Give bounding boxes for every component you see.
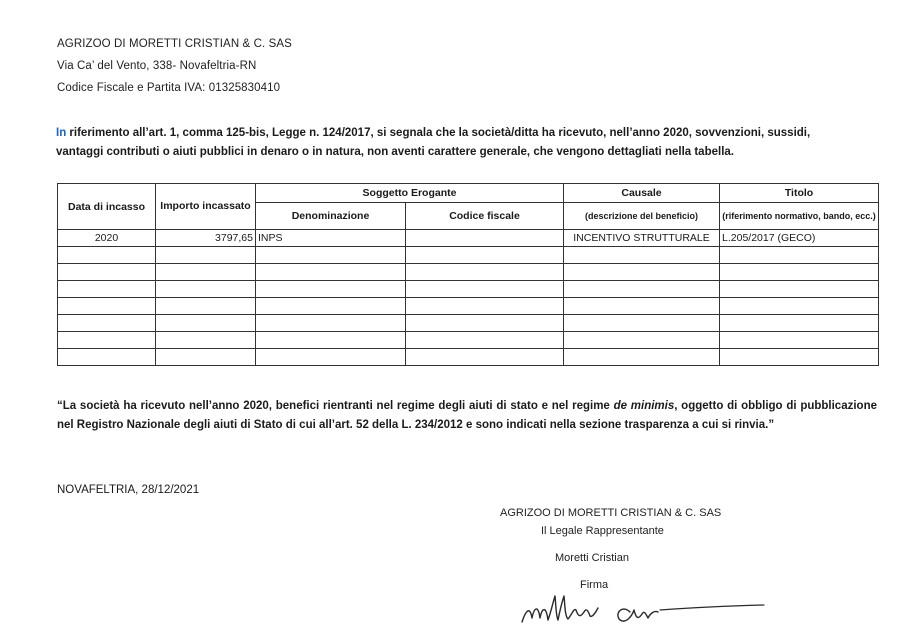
cell-name: INPS bbox=[256, 230, 406, 247]
signature-role: Il Legale Rappresentante bbox=[541, 525, 664, 537]
company-address: Via Ca’ del Vento, 338- Novafeltria-RN bbox=[57, 60, 257, 72]
cell-reason: INCENTIVO STRUTTURALE bbox=[564, 230, 720, 247]
cell-taxcode bbox=[406, 230, 564, 247]
cell-title: L.205/2017 (GECO) bbox=[720, 230, 879, 247]
table-row bbox=[58, 247, 879, 264]
intro-lead: In bbox=[56, 127, 67, 139]
col-header-issuer: Soggetto Erogante bbox=[256, 184, 564, 203]
intro-paragraph bbox=[56, 124, 876, 162]
col-header-reason-sub: (descrizione del beneficio) bbox=[564, 203, 720, 230]
note-part-1: “La società ha ricevuto nell’anno 2020, benefici rientranti nel regime degli aiuti di stato e nel regime bbox=[57, 400, 614, 412]
table-row bbox=[58, 349, 879, 366]
place-date: NOVAFELTRIA, 28/12/2021 bbox=[57, 484, 200, 496]
table-row bbox=[58, 281, 879, 298]
handwritten-signature bbox=[518, 588, 768, 634]
cell-date: 2020 bbox=[58, 230, 156, 247]
col-header-title-sub: (riferimento normativo, bando, ecc.) bbox=[720, 203, 879, 230]
table-row bbox=[58, 264, 879, 281]
note-part-2: , oggetto di obbligo di pubblicazione nel Registro Nazionale degli aiuti di Stato di cui all’art. 52 della L. 234/2012 e sono indicati nella sezione trasparenza a cui si rinvia.” bbox=[57, 400, 877, 431]
signature-name: Moretti Cristian bbox=[555, 552, 629, 564]
company-tax-id: Codice Fiscale e Partita IVA: 01325830410 bbox=[57, 82, 281, 94]
signature-company: AGRIZOO DI MORETTI CRISTIAN & C. SAS bbox=[500, 507, 722, 519]
col-header-reason: Causale bbox=[564, 184, 720, 203]
cell-amount: 3797,65 bbox=[156, 230, 256, 247]
grants-table bbox=[57, 183, 879, 366]
table-row bbox=[58, 298, 879, 315]
table-row bbox=[58, 315, 879, 332]
note-italic: de minimis bbox=[613, 400, 675, 412]
col-header-date: Data di incasso bbox=[58, 184, 156, 230]
signature-label: Firma bbox=[580, 579, 609, 591]
company-name: AGRIZOO DI MORETTI CRISTIAN & C. SAS bbox=[57, 38, 292, 50]
col-header-amount: Importo incassato bbox=[156, 184, 256, 230]
intro-line-2: vantaggi contributi o aiuti pubblici in denaro o in natura, non aventi carattere generale, che vengono dettagliati nella tabella. bbox=[56, 146, 734, 158]
state-aid-note bbox=[57, 397, 877, 434]
intro-line-1: riferimento all’art. 1, comma 125-bis, Legge n. 124/2017, si segnala che la società/ditta ha ricevuto, nell’anno 2020, sovvenzioni, sussidi, bbox=[66, 127, 811, 139]
table-row bbox=[58, 332, 879, 349]
table-row bbox=[58, 230, 879, 247]
col-header-taxcode: Codice fiscale bbox=[406, 203, 564, 230]
col-header-title: Titolo bbox=[720, 184, 879, 203]
col-header-name: Denominazione bbox=[256, 203, 406, 230]
